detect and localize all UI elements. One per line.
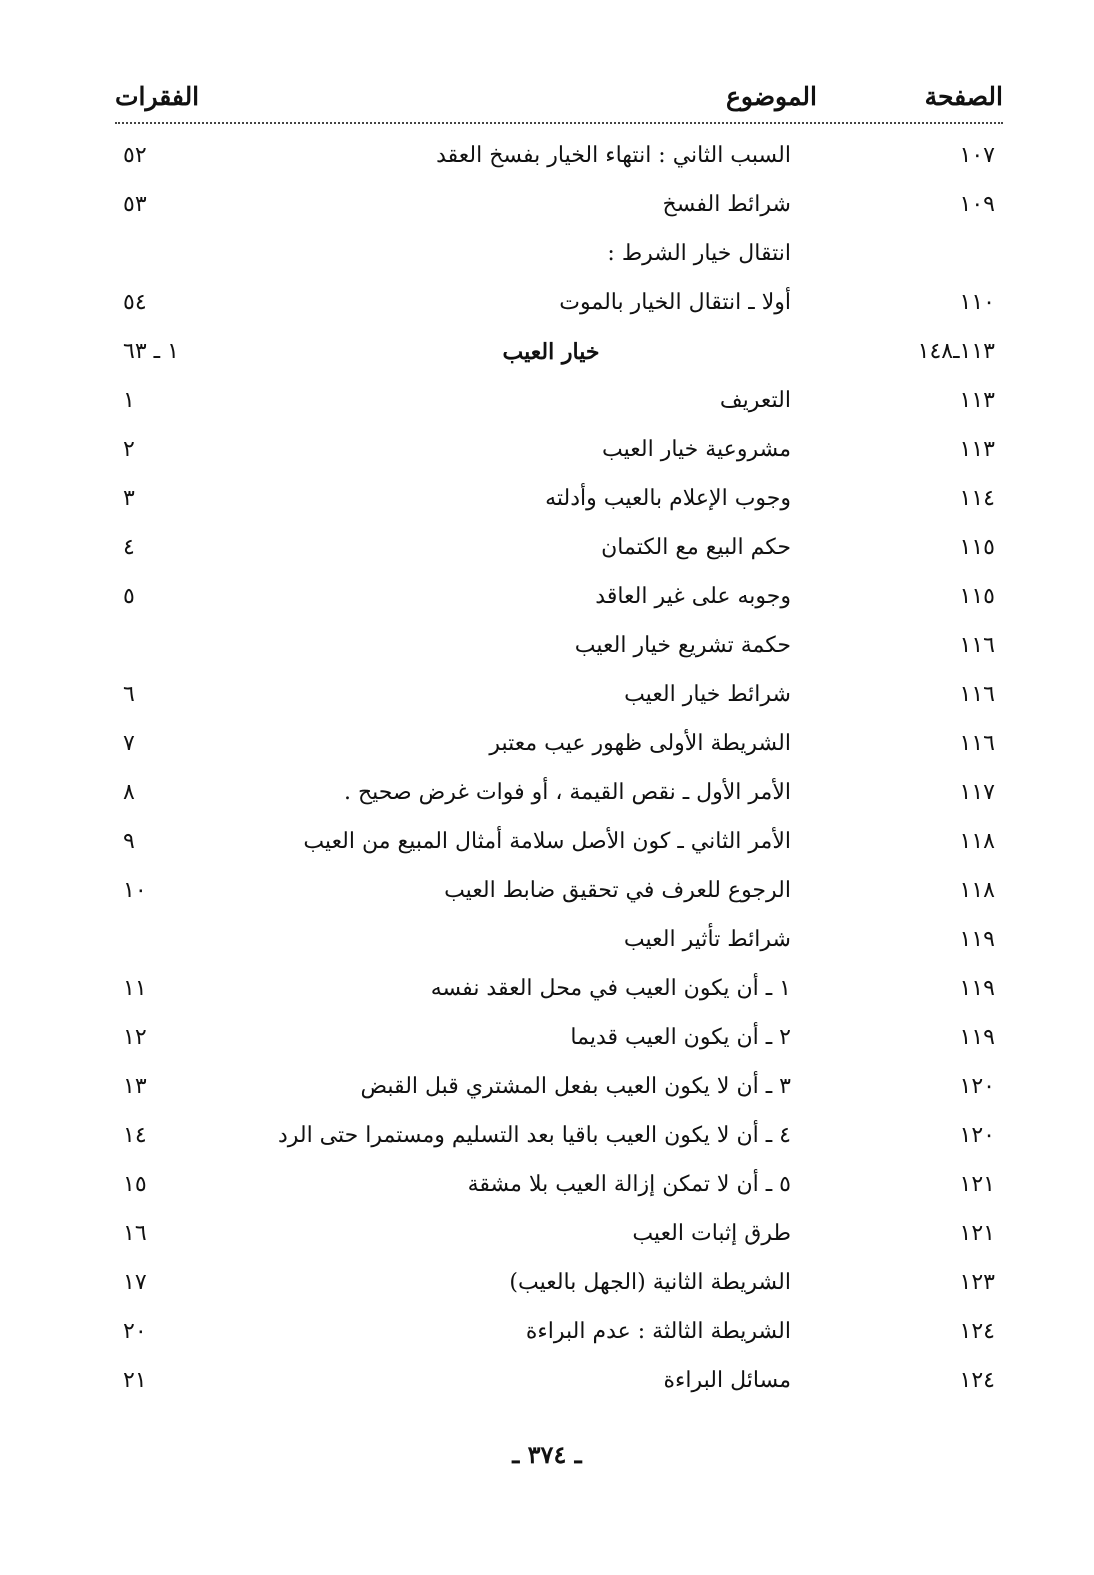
table-row [115,426,1003,475]
row-page: ١٢١ [959,1172,995,1197]
row-page: ١١٣ [959,388,995,413]
row-topic: التعريف [719,388,791,413]
table-row [115,132,1003,181]
row-topic: ٥ ـ أن لا تمكن إزالة العيب بلا مشقة [467,1172,791,1197]
table-row [115,1112,1003,1161]
row-paragraph: ١١ [123,976,147,1001]
row-topic: ٣ ـ أن لا يكون العيب بفعل المشتري قبل القبض [360,1074,791,1099]
table-row [115,1063,1003,1112]
table-row [115,230,1003,279]
row-topic: السبب الثاني : انتهاء الخيار بفسخ العقد [436,143,791,168]
table-row [115,769,1003,818]
table-row [115,524,1003,573]
row-paragraph: ١٠ [123,878,147,903]
row-topic: الشريطة الثانية (الجهل بالعيب) [509,1270,791,1295]
row-topic: ٢ ـ أن يكون العيب قديما [570,1025,791,1050]
table-row [115,377,1003,426]
row-page: ١١٨ [959,878,995,903]
row-topic: ١ ـ أن يكون العيب في محل العقد نفسه [430,976,791,1001]
table-row [115,671,1003,720]
section-heading-row [115,328,1003,377]
row-topic: الشريطة الثالثة : عدم البراءة [525,1319,791,1344]
row-paragraph: ٩ [123,829,135,854]
row-page: ١١٦ [959,731,995,756]
row-topic: حكم البيع مع الكتمان [601,535,791,560]
table-row [115,1357,1003,1406]
row-page: ١١٤ [959,486,995,511]
row-page: ١١٩ [959,1025,995,1050]
row-paragraph: ١ ـ ٦٣ [123,339,179,364]
table-header [115,72,1003,124]
table-row [115,1308,1003,1357]
row-paragraph: ١٤ [123,1123,147,1148]
row-topic: طرق إثبات العيب [632,1221,791,1246]
index-rows [115,132,1003,1406]
row-paragraph: ١٥ [123,1172,147,1197]
row-page: ١١٥ [959,535,995,560]
section-heading: خيار العيب [502,339,600,365]
row-page: ١٢٤ [959,1319,995,1344]
table-row [115,279,1003,328]
row-topic: مسائل البراءة [663,1368,791,1393]
row-paragraph: ٥٣ [123,192,147,217]
row-topic: انتقال خيار الشرط : [607,241,791,266]
row-topic: وجوبه على غير العاقد [595,584,791,609]
row-topic: شرائط خيار العيب [624,682,791,707]
row-paragraph: ٥٤ [123,290,147,315]
topic-column-header: الموضوع [726,82,817,111]
row-paragraph: ١٢ [123,1025,147,1050]
row-paragraph: ١٣ [123,1074,147,1099]
row-topic: حكمة تشريع خيار العيب [574,633,791,658]
paragraphs-column-header: الفقرات [115,82,200,111]
row-page: ١١٦ [959,633,995,658]
row-topic: الشريطة الأولى ظهور عيب معتبر [489,731,791,756]
row-paragraph: ١٧ [123,1270,147,1295]
row-paragraph: ٢٠ [123,1319,147,1344]
table-row [115,181,1003,230]
row-paragraph: ٨ [123,780,135,805]
row-page: ١١٨ [959,829,995,854]
row-paragraph: ٣ [123,486,135,511]
row-page: ١٢٠ [959,1074,995,1099]
row-paragraph: ١٦ [123,1221,147,1246]
row-page: ١١٩ [959,927,995,952]
row-paragraph: ٦ [123,682,135,707]
row-paragraph: ٥٢ [123,143,147,168]
row-page: ١٠٧ [959,143,995,168]
table-row [115,1014,1003,1063]
row-page: ١٢٠ [959,1123,995,1148]
row-page: ١٢٤ [959,1368,995,1393]
row-page: ١١٦ [959,682,995,707]
row-paragraph: ٤ [123,535,135,560]
row-page: ١١٣ [959,437,995,462]
row-topic: وجوب الإعلام بالعيب وأدلته [545,486,791,511]
index-page [115,72,1003,1406]
row-page: ١١٩ [959,976,995,1001]
row-topic: مشروعية خيار العيب [602,437,791,462]
row-page: ١٢٣ [959,1270,995,1295]
row-paragraph: ٢١ [123,1368,147,1393]
row-paragraph: ٢ [123,437,135,462]
row-topic: شرائط الفسخ [662,192,791,217]
row-page: ١١٥ [959,584,995,609]
table-row [115,720,1003,769]
table-row [115,916,1003,965]
table-row [115,965,1003,1014]
table-row [115,1259,1003,1308]
page-number: ـ ٣٧٤ ـ [512,1440,582,1469]
row-paragraph: ٥ [123,584,135,609]
row-page: ١١٠ [959,290,995,315]
row-paragraph: ١ [123,388,135,413]
table-row [115,475,1003,524]
table-row [115,622,1003,671]
row-topic: ٤ ـ أن لا يكون العيب باقيا بعد التسليم ومستمرا حتى الرد [277,1123,791,1148]
row-topic: الأمر الثاني ـ كون الأصل سلامة أمثال المبيع من العيب [303,829,791,854]
row-topic: أولا ـ انتقال الخيار بالموت [559,290,791,315]
row-page: ١٢١ [959,1221,995,1246]
table-row [115,573,1003,622]
row-topic: الرجوع للعرف في تحقيق ضابط العيب [444,878,791,903]
row-page: ١١٣ـ١٤٨ [917,339,995,364]
row-topic: الأمر الأول ـ نقص القيمة ، أو فوات غرض صحيح . [343,780,791,805]
table-row [115,1210,1003,1259]
table-row [115,1161,1003,1210]
row-topic: شرائط تأثير العيب [623,927,791,952]
table-row [115,818,1003,867]
row-page: ١١٧ [959,780,995,805]
table-row [115,867,1003,916]
row-page: ١٠٩ [959,192,995,217]
row-paragraph: ٧ [123,731,135,756]
page-column-header: الصفحة [924,82,1003,111]
